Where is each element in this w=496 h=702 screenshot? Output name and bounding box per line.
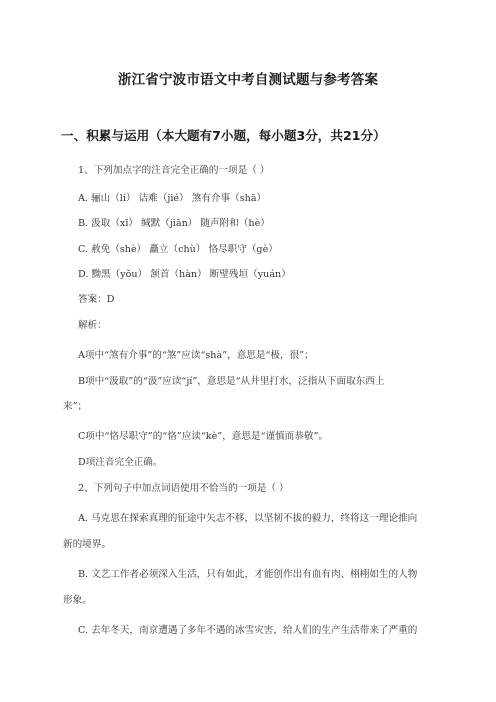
question-1-analysis-label: 解析：: [78, 320, 107, 331]
question-1-answer: 答案：D: [78, 294, 115, 305]
question-2-option-b-line1: B. 文艺工作者必须深入生活，只有如此，才能创作出有血有肉、栩栩如生的人物: [78, 569, 418, 580]
question-1-analysis-b-line2: 来”；: [63, 401, 88, 412]
question-2-stem: 2、下列句子中加点词语使用不恰当的一项是（ ）: [78, 483, 289, 494]
question-2-option-a-line1: A. 马克思在探索真理的征途中矢志不移，以坚韧不拔的毅力，终将这一理论推向: [78, 513, 418, 524]
question-1-option-d: D. 黝黑（yǒu） 颔首（hàn） 断壁残垣（yuán）: [78, 269, 291, 280]
question-1-analysis-b-line1: B项中“汲取”的“汲”应读“jí”，意思是“从井里打水，泛指从下面取东西上: [78, 376, 385, 387]
question-1-analysis-c: C项中“恪尽职守”的“恪”应读“kè”，意思是“谨慎而恭敬”。: [78, 431, 328, 442]
question-1-option-b: B. 汲取（xī） 缄默（jiān） 随声附和（hè）: [78, 218, 270, 229]
question-2-option-a-line2: 新的境界。: [63, 539, 111, 550]
document-title: 浙江省宁波市语文中考自测试题与参考答案: [117, 72, 379, 88]
question-1-option-a: A. 骊山（lí） 诘难（jié） 煞有介事（shā）: [78, 193, 267, 204]
question-1-option-c: C. 赦免（shè） 矗立（chù） 恪尽职守（gè）: [78, 244, 278, 255]
question-1-analysis-d: D项注音完全正确。: [78, 457, 163, 468]
question-2-option-c-line1: C. 去年冬天，南京遭遇了多年不遇的冰雪灾害，给人们的生产生活带来了严重的: [78, 625, 418, 636]
section-heading: 一、积累与运用（本大题有7小题，每小题3分，共21分）: [61, 128, 386, 143]
question-1-stem: 1、下列加点字的注音完全正确的一项是（ ）: [78, 165, 270, 176]
question-2-option-b-line2: 形象。: [63, 595, 92, 606]
question-1-analysis-a: A项中“煞有介事”的“煞”应读“shà”，意思是“极，很”；: [78, 350, 314, 361]
